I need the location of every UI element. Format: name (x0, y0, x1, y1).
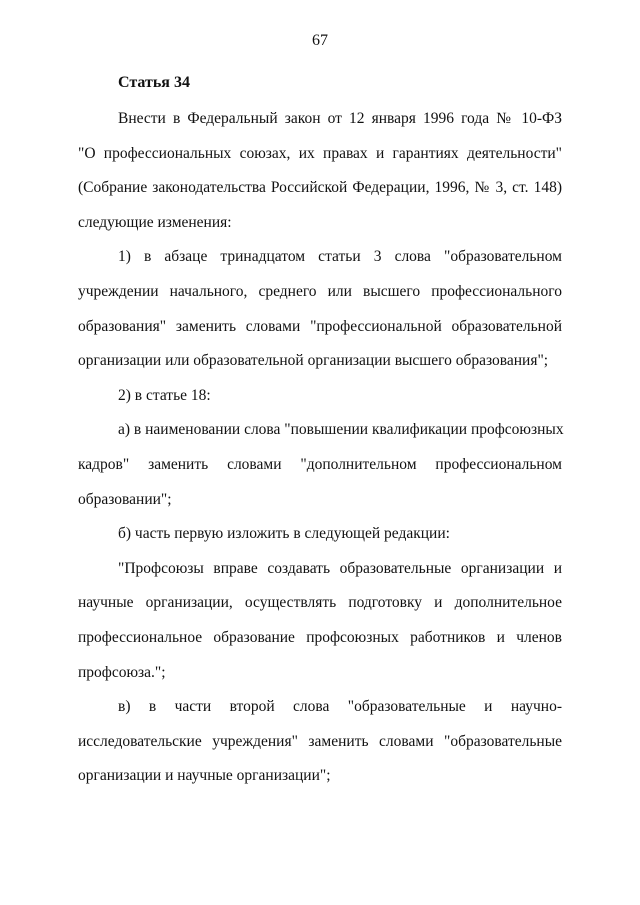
text-line: научные организации, осуществлять подготовку и дополнительное (78, 594, 562, 612)
text-line: Внести в Федеральный закон от 12 января 1996 года № 10-ФЗ (118, 110, 562, 127)
text-line: учреждении начального, среднего или высшего профессионального (78, 282, 562, 300)
text-line: профсоюза."; (78, 663, 166, 681)
paragraph-item-2 (78, 379, 562, 414)
text-line: образовании"; (78, 490, 172, 508)
paragraph-subitem-b (78, 517, 562, 552)
text-line: следующие изменения: (78, 213, 232, 231)
paragraph-subitem-a (78, 413, 562, 517)
text-line: б) часть первую изложить в следующей редакции: (118, 525, 450, 543)
text-line: кадров" заменить словами "дополнительном профессиональном (78, 455, 562, 473)
page-number: 67 (312, 32, 328, 49)
paragraph-item-1 (78, 240, 562, 378)
text-line: "Профсоюзы вправе создавать образовательные организации и (118, 559, 562, 577)
text-line: (Собрание законодательства Российской Федерации, 1996, № 3, ст. 148) (78, 179, 562, 197)
text-line: организации и научные организации"; (78, 767, 331, 785)
text-line: профессиональное образование профсоюзных работников и членов (78, 628, 562, 646)
paragraph-quoted-text (78, 552, 562, 690)
article-body (78, 102, 562, 794)
paragraph-subitem-v (78, 690, 562, 794)
text-line: в) в части второй слова "образовательные и научно- (118, 698, 562, 716)
text-line: организации или образовательной организации высшего образования"; (78, 352, 549, 370)
text-line: 2) в статье 18: (118, 386, 211, 404)
text-line: 1) в абзаце тринадцатом статьи 3 слова "образовательном (118, 248, 562, 266)
text-line: "О профессиональных союзах, их правах и гарантиях деятельности" (78, 144, 562, 162)
text-line: образования" заменить словами "профессиональной образовательной (78, 317, 562, 335)
paragraph-intro (78, 102, 562, 240)
text-line: а) в наименовании слова "повышении квалификации профсоюзных (118, 421, 564, 439)
text-line: исследовательские учреждения" заменить словами "образовательные (78, 732, 562, 750)
article-title: Статья 34 (118, 74, 190, 91)
